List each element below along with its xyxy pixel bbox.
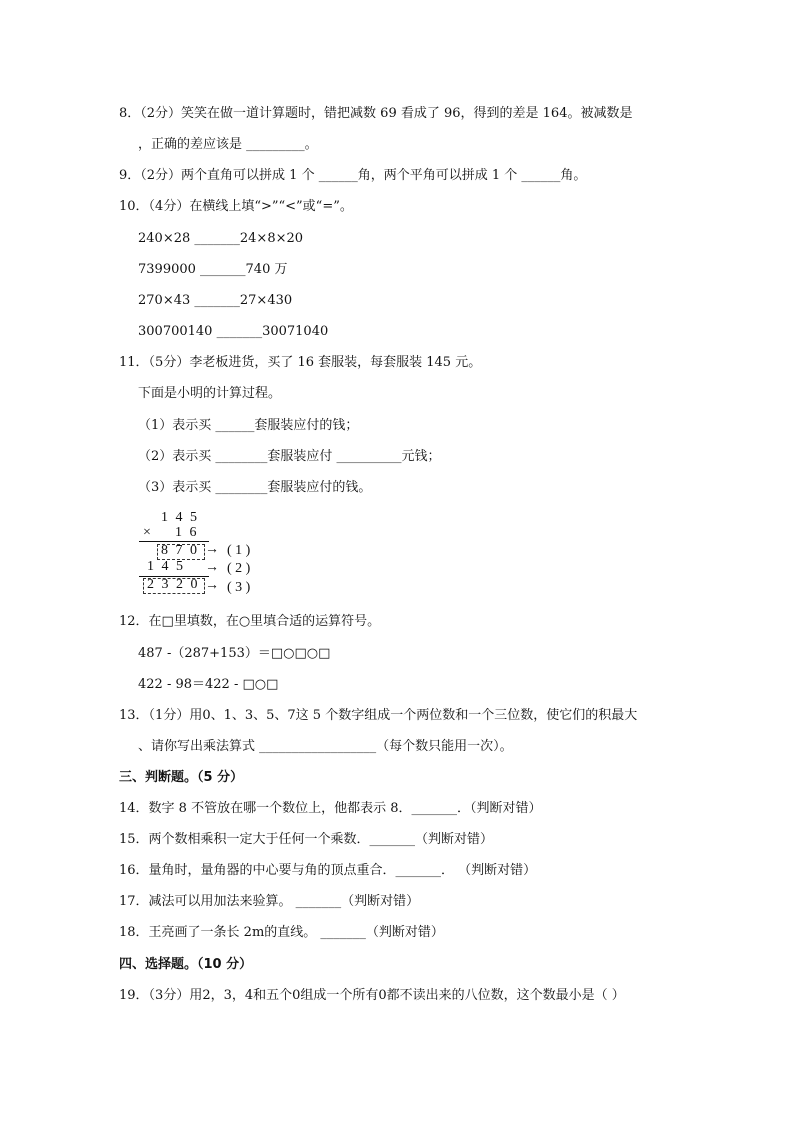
q14: 14．数字 8 不管放在哪一个数位上，他都表示 8．_______．（判断对错） xyxy=(119,801,542,816)
calc-label-1: ( 1 ) xyxy=(227,543,251,558)
q12-stem: 12．在□里填数，在○里填合适的运算符号。 xyxy=(119,614,381,629)
calc-arrow-3: → xyxy=(205,578,219,593)
q13-line2: 、请你写出乘法算式 __________________（每个数只能用一次）。 xyxy=(138,739,513,754)
q19: 19．（3分）用2，3，4和五个0组成一个所有0都不读出来的八位数，这个数最小是（ ） xyxy=(119,988,625,1003)
calc-times-sign: × xyxy=(143,525,151,540)
q8-line1: 8．（2分）笑笑在做一道计算题时，错把减数 69 看成了 96，得到的差是 164。被减数是 xyxy=(119,106,633,121)
q15: 15．两个数相乘积一定大于任何一个乘数．_______（判断对错） xyxy=(119,832,494,847)
calc-arrow-1: → xyxy=(205,542,219,557)
q11-part-3: （3）表示买 ________套服装应付的钱。 xyxy=(138,480,372,495)
q13-line1: 13．（1分）用0、1、3、5、7这 5 个数字组成一个两位数和一个三位数，使它们的积最大 xyxy=(119,708,638,723)
q16: 16．量角时，量角器的中心要与角的顶点重合．_______． （判断对错） xyxy=(119,863,537,878)
q11-part-2: （2）表示买 ________套服装应付 __________元钱； xyxy=(138,449,441,464)
section-3-heading: 三、判断题。（5 分） xyxy=(119,770,244,785)
q8-line2: ，正确的差应该是 _________。 xyxy=(138,137,318,152)
calc-product: 2 3 2 0 xyxy=(147,577,200,592)
q10-item-3: 270×43 _______27×430 xyxy=(138,293,293,308)
q11-intro: 下面是小明的计算过程。 xyxy=(138,386,282,401)
calc-multiplicand: 1 4 5 xyxy=(161,510,199,525)
calc-multiplier: 1 6 xyxy=(175,525,199,540)
calc-label-2: ( 2 ) xyxy=(227,561,251,576)
calc-partial-1: 8 7 0 xyxy=(161,543,199,558)
q17: 17．减法可以用加法来验算。 _______（判断对错） xyxy=(119,894,420,909)
q12-item-1: 487 -（287+153）＝□○□○□ xyxy=(138,646,331,661)
q10-item-1: 240×28 _______24×8×20 xyxy=(138,231,304,246)
vertical-multiplication xyxy=(135,508,265,600)
section-4-heading: 四、选择题。（10 分） xyxy=(119,957,253,972)
calc-label-3: ( 3 ) xyxy=(227,580,251,595)
q12-item-2: 422 - 98＝422 - □○□ xyxy=(138,677,279,692)
q9: 9．（2分）两个直角可以拼成 1 个 ______角，两个平角可以拼成 1 个 ______角。 xyxy=(119,168,587,183)
q10-item-2: 7399000 _______740 万 xyxy=(138,262,288,277)
q11-part-1: （1）表示买 ______套服装应付的钱； xyxy=(138,418,359,433)
q10-stem: 10．（4分）在横线上填“>”“<”或“=”。 xyxy=(119,199,353,214)
calc-partial-2: 1 4 5 xyxy=(147,559,185,574)
q18: 18．王亮画了一条长 2m的直线。 _______（判断对错） xyxy=(119,925,444,940)
calc-rule-1 xyxy=(139,541,209,542)
q10-item-4: 300700140 _______30071040 xyxy=(138,324,329,339)
q11-stem: 11．（5分）李老板进货，买了 16 套服装，每套服装 145 元。 xyxy=(119,355,482,370)
calc-arrow-2: → xyxy=(205,560,219,575)
